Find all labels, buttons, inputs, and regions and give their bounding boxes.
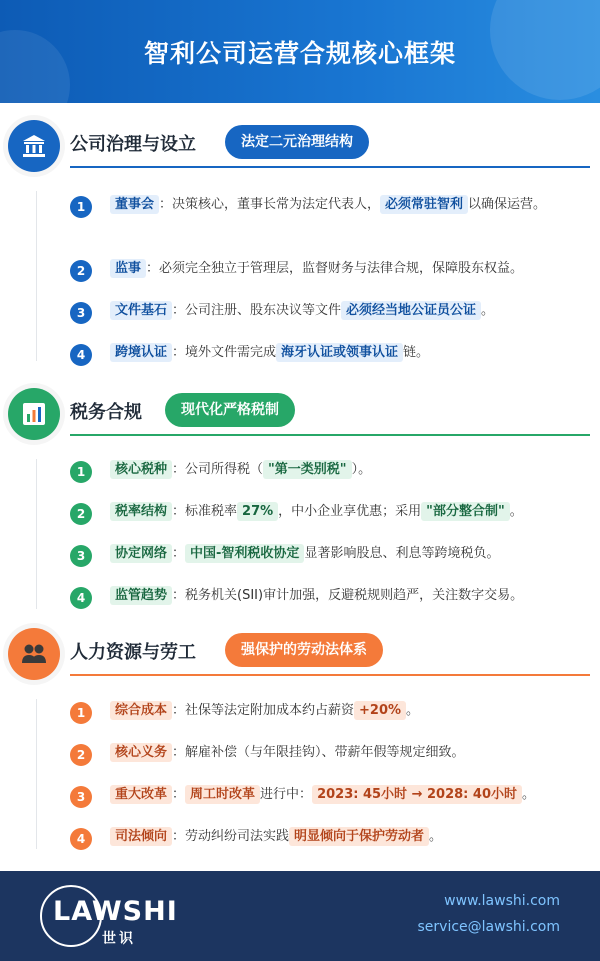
item-number: 3 (70, 302, 92, 324)
item-highlight: 中国-智利税收协定 (185, 544, 304, 563)
item-highlight: 27% (237, 502, 278, 521)
item-body-end: 。 (522, 787, 536, 802)
item-body-end: 。 (481, 303, 495, 318)
item-highlight: +20% (354, 701, 406, 720)
item-label: 核心义务 (110, 743, 172, 762)
item-body-end: ）。 (351, 462, 372, 477)
item-label: 董事会 (110, 195, 159, 214)
item-number: 1 (70, 461, 92, 483)
page-title: 智利公司运营合规核心框架 (143, 39, 456, 68)
item-label: 协定网络 (110, 544, 172, 563)
item-number: 3 (70, 786, 92, 808)
section-divider (70, 434, 590, 436)
people-icon (8, 628, 60, 680)
section-tax (0, 381, 600, 621)
bank-building-icon (8, 120, 60, 172)
item-number: 1 (70, 702, 92, 724)
item-body: ：公司所得税（ (172, 462, 264, 477)
item-text (110, 458, 586, 482)
timeline-line (36, 459, 37, 609)
item-body-end: 。 (509, 504, 523, 519)
item-body-mid: 进行中： (260, 787, 313, 802)
item-number: 1 (70, 196, 92, 218)
item-highlight: 必须经当地公证员公证 (341, 301, 481, 320)
section-header (0, 113, 600, 177)
website-link[interactable]: www.lawshi.com (444, 893, 560, 909)
item-body: ：必须完全独立于管理层，监督财务与法律合规，保障股东权益。 (146, 261, 524, 276)
item-label: 文件基石 (110, 301, 172, 320)
item-body: ：境外文件需完成 (172, 345, 277, 360)
item-body-end: 显著影响股息、利息等跨境税负。 (304, 546, 500, 561)
item-body: ： (172, 787, 186, 802)
item-body: ：税务机关(SII)审计加强，反避税规则趋严，关注数字交易。 (172, 588, 524, 603)
item-label: 司法倾向 (110, 827, 172, 846)
item-text (110, 699, 586, 723)
item-text (110, 299, 586, 323)
logo-text: LAWSHI (53, 896, 178, 927)
item-body: ：解雇补偿（与年限挂钩）、带薪年假等规定细致。 (172, 745, 465, 760)
section-header (0, 621, 600, 685)
item-number: 2 (70, 503, 92, 525)
page-header (0, 0, 600, 103)
section-title: 公司治理与设立 (70, 134, 196, 155)
item-number: 2 (70, 744, 92, 766)
section-divider (70, 674, 590, 676)
item-highlight-2: "部分整合制" (421, 502, 510, 521)
section-title: 税务合规 (70, 402, 142, 423)
email-link[interactable]: service@lawshi.com (417, 919, 560, 935)
item-number: 2 (70, 260, 92, 282)
item-body-end: 以确保运营。 (468, 197, 547, 212)
section-badge: 现代化严格税制 (165, 393, 295, 427)
section-badge: 法定二元治理结构 (225, 125, 369, 159)
item-body-end: 。 (429, 829, 443, 844)
item-number: 4 (70, 828, 92, 850)
section-divider (70, 166, 590, 168)
timeline-line (36, 191, 37, 361)
item-text (110, 193, 586, 217)
item-label: 重大改革 (110, 785, 172, 804)
logo-subtitle: 世识 (102, 931, 136, 947)
item-number: 3 (70, 545, 92, 567)
item-label: 监管趋势 (110, 586, 172, 605)
item-number: 4 (70, 587, 92, 609)
item-body: ：标准税率 (172, 504, 238, 519)
item-text (110, 542, 586, 566)
item-body-mid: ，中小企业享优惠；采用 (278, 504, 422, 519)
item-highlight-2: 2023: 45小时 → 2028: 40小时 (312, 785, 522, 804)
item-body: ：决策核心，董事长常为法定代表人， (159, 197, 381, 212)
item-body: ：公司注册、股东决议等文件 (172, 303, 342, 318)
item-text (110, 500, 586, 524)
item-label: 综合成本 (110, 701, 172, 720)
item-text (110, 783, 586, 807)
item-highlight: 必须常驻智利 (380, 195, 468, 214)
section-governance (0, 113, 600, 375)
section-title: 人力资源与劳工 (70, 642, 196, 663)
timeline-line (36, 699, 37, 849)
item-label: 跨境认证 (110, 343, 172, 362)
item-body: ： (172, 546, 186, 561)
item-text (110, 341, 586, 365)
section-hr-labor (0, 621, 600, 866)
item-body: ：劳动纠纷司法实践 (172, 829, 290, 844)
item-highlight: 周工时改革 (185, 785, 260, 804)
item-label: 税率结构 (110, 502, 172, 521)
item-highlight: 海牙认证或领事认证 (276, 343, 403, 362)
item-text (110, 825, 586, 849)
page-footer (0, 871, 600, 961)
section-badge: 强保护的劳动法体系 (225, 633, 383, 667)
item-text (110, 741, 586, 765)
item-body-end: 。 (406, 703, 420, 718)
section-header (0, 381, 600, 445)
item-text (110, 257, 586, 281)
bar-chart-icon (8, 388, 60, 440)
item-number: 4 (70, 344, 92, 366)
item-text (110, 584, 586, 608)
item-label: 监事 (110, 259, 146, 278)
item-highlight: 明显倾向于保护劳动者 (289, 827, 429, 846)
item-label: 核心税种 (110, 460, 172, 479)
item-highlight: "第一类别税" (263, 460, 352, 479)
item-body: ：社保等法定附加成本约占薪资 (172, 703, 355, 718)
item-body-end: 链。 (403, 345, 430, 360)
